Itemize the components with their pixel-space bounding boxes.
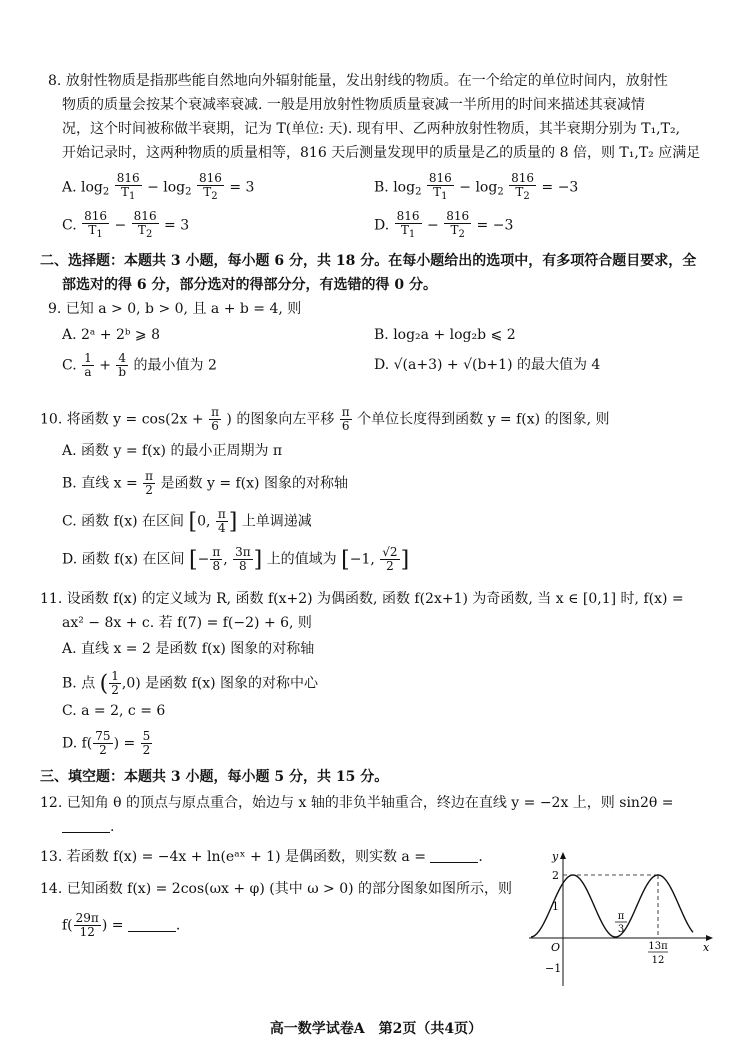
x-axis-label: x [703,941,710,954]
tick-2: 2 [552,869,559,882]
q10-option-a: A. 函数 y = f(x) 的最小正周期为 π [62,443,283,459]
origin-label: O [551,941,561,954]
pi3-num: π [617,911,625,922]
q11-option-a: A. 直线 x = 2 是函数 f(x) 图象的对称轴 [62,641,315,657]
x13-num: 13π [648,941,668,952]
q9-option-a: A. 2ᵃ + 2ᵇ ⩾ 8 [62,327,160,343]
q8-line3: 况，这个时间被称做半衰期，记为 T(单位: 天). 现有甲、乙两种放射性物质，其半衰期分别为 T₁,T₂, [62,121,681,137]
q9-option-c: C. $\frac{1}{a}$ + $\frac{4}{b}$ 的最小值为 2 [62,351,217,379]
section-2-heading-cont: 部选对的得 6 分，部分选对的得部分分，有选错的得 0 分。 [62,277,437,293]
q12-line1: 12. 已知角 θ 的顶点与原点重合，始边与 x 轴的非负半轴重合，终边在直线 y = −2x 上，则 sin2θ = [40,795,674,811]
section-2-heading: 二、选择题：本题共 3 小题，每小题 6 分，共 18 分。在每小题给出的选项中，有多项符合题目要求，全 [40,253,697,269]
y-axis-arrow [560,852,566,859]
q11-option-b: B. 点 ( $\frac{1}{2}$ ,0) 是函数 f(x) 图象的对称中心 [62,669,319,697]
q9-option-b: B. log₂a + log₂b ⩽ 2 [374,327,516,343]
q8-option-a: A. $\log_2$ $\frac{816}{T_1}$ − $\log_2$ $\frac{816}{T_2}$ = 3 [62,171,255,202]
q10-option-d: D. 函数 f(x) 在区间 [− $\frac{\pi}{8}$ , $\frac{3\pi}{8}$ ] 上的值域为 [−1, $\frac{√2}{2}$ ] [62,545,410,573]
q10-option-b: B. 直线 x = $\frac{\pi}{2}$ 是函数 y = f(x) 图象的对称轴 [62,469,348,497]
q13-line: 13. 若函数 f(x) = −4x + ln(eᵃˣ + 1) 是偶函数，则实数 a = . [40,849,483,865]
q8-option-b: B. $\log_2$ $\frac{816}{T_1}$ − $\log_2$ $\frac{816}{T_2}$ = −3 [374,171,579,202]
q11-option-d: D. f( $\frac{75}{2}$ ) = $\frac{5}{2}$ [62,729,151,757]
q8-line2: 物质的质量会按某个衰减率衰减. 一般是用放射性物质质量衰减一半所用的时间来描述其衰减情 [62,97,645,113]
q14-line2: f( $\frac{29\pi}{12}$ ) = . [62,911,181,939]
section-3-heading: 三、填空题：本题共 3 小题，每小题 5 分，共 15 分。 [40,769,389,785]
q14-answer-blank[interactable] [128,919,176,932]
q12-answer-blank[interactable] [62,820,110,833]
y-axis-label: y [552,850,559,863]
tick-1: 1 [552,900,559,913]
q8-option-c: C. $\frac{816}{T_1}$ − $\frac{816}{T_2}$ = 3 [62,209,190,240]
q8-line1: 8. 放射性物质是指那些能自然地向外辐射能量，发出射线的物质。在一个给定的单位时间内，放射性 [48,73,668,89]
q9-option-d: D. √(a+3) + √(b+1) 的最大值为 4 [374,357,601,373]
q9-stem: 9. 已知 a > 0, b > 0, 且 a + b = 4, 则 [48,301,302,317]
q14-graph [525,848,720,990]
pi3-den: 3 [617,924,625,935]
q10-stem: 10. 将函数 y = cos(2x + $\frac{\pi}{6}$ ) 的图象向左平移 $\frac{\pi}{6}$ 个单位长度得到函数 y = f(x) 的图象, 则 [40,405,610,433]
x13-den: 12 [651,955,665,966]
q14-line1: 14. 已知函数 f(x) = 2cos(ωx + φ) (其中 ω > 0) 的部分图象如图所示，则 [40,881,513,897]
q12-line2: . [62,818,114,836]
q8-line4: 开始记录时，这两种物质的质量相等，816 天后测量发现甲的质量是乙的质量的 8 倍，则 T₁,T₂ 应满足 [62,145,701,161]
q10-option-c: C. 函数 f(x) 在区间 [0, $\frac{\pi}{4}$ ] 上单调递减 [62,507,312,535]
q11-line1: 11. 设函数 f(x) 的定义域为 R, 函数 f(x+2) 为偶函数, 函数 f(2x+1) 为奇函数, 当 x ∈ [0,1] 时, f(x) = [40,591,684,607]
q11-option-c: C. a = 2, c = 6 [62,703,166,719]
page-footer: 高一数学试卷A 第2页（共4页） [269,1021,483,1037]
tick-minus1: −1 [545,962,562,975]
q8-option-d: D. $\frac{816}{T_1}$ − $\frac{816}{T_2}$ = −3 [374,209,514,240]
q13-answer-blank[interactable] [430,850,478,863]
q11-line2: ax² − 8x + c. 若 f(7) = f(−2) + 6, 则 [62,615,312,631]
